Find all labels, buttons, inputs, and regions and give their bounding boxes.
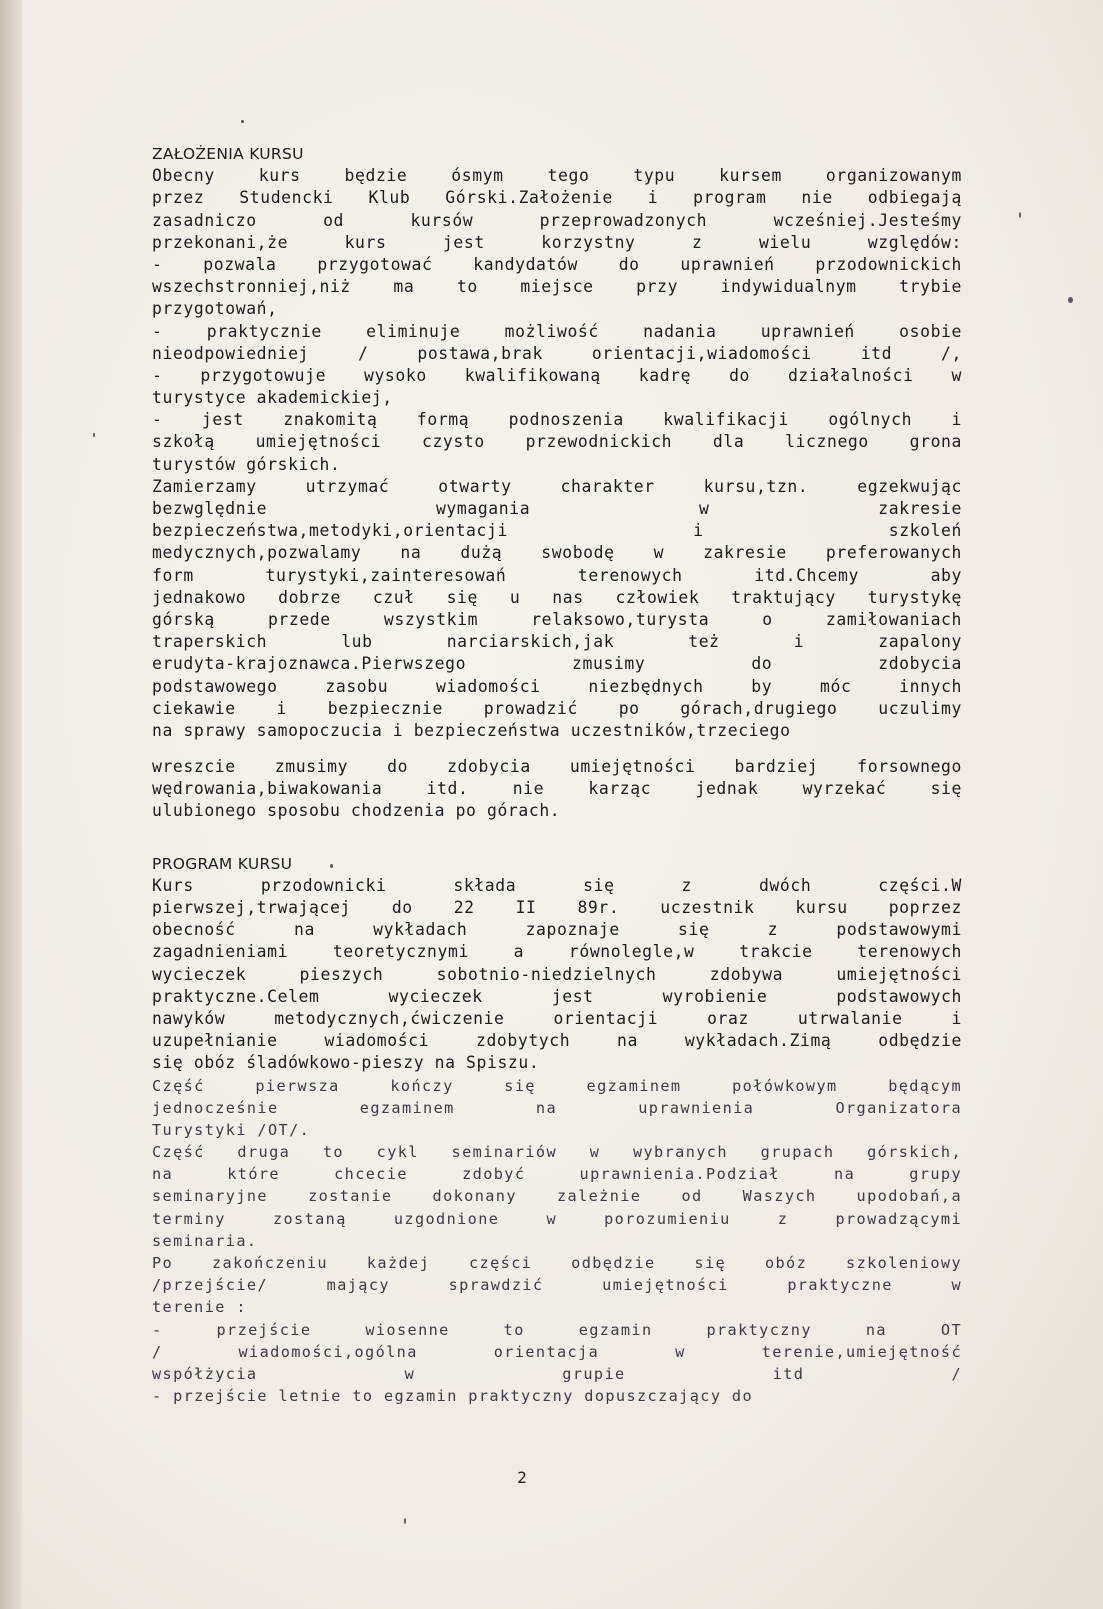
text-line: Zamierzamy utrzymać otwarty charakter kursu,tzn. egzekwując (152, 476, 962, 496)
ink-speck (93, 433, 95, 437)
text-line: pierwszej,trwającej do 22 II 89r. uczestnik kursu poprzez (152, 898, 962, 917)
text-line: ulubionego sposobu chodzenia po górach. (152, 801, 561, 821)
text-line: bezwględnie wymagania w zakresie (152, 499, 962, 518)
text-line: Turystyki /OT/. (152, 1120, 311, 1139)
text-line: Część pierwsza kończy się egzaminem połówkowym będącym (152, 1076, 962, 1095)
text-line: nawyków metodycznych,ćwiczenie orientacji oraz utrwalanie i (152, 1008, 962, 1028)
text-line: - przygotowuje wysoko kwalifikowaną kadrę do działalności w (152, 365, 962, 385)
text-line: Obecny kurs będzie ósmym tego typu kursem organizowanym (152, 166, 962, 186)
text-line: traperskich lub narciarskich,jak też i zapalony (152, 632, 962, 652)
text-line: nieodpowiedniej / postawa,brak orientacji,wiadomości itd /, (152, 343, 962, 363)
ink-speck (1068, 297, 1073, 303)
text-line: Po zakończeniu każdej części odbędzie się obóz szkoleniowy (152, 1254, 962, 1272)
text-line: - pozwala przygotować kandydatów do uprawnień przodownickich (152, 254, 962, 274)
text-line: wędrowania,biwakowania itd. nie karząc jednak wyrzekać się (152, 779, 962, 799)
text-line: wycieczek pieszych sobotnio-niedzielnych zdobywa umiejętności (152, 964, 962, 984)
text-line: ciekawie i bezpiecznie prowadzić po górach,drugiego uczulimy (152, 698, 962, 718)
text-line: seminaryjne zostanie dokonany zależnie od Waszych upodobań,a (152, 1187, 962, 1206)
text-line: bezpieczeństwa,metodyki,orientacji i szkoleń (152, 521, 962, 541)
text-line: - przejście wiosenne to egzamin praktyczny na OT (152, 1320, 962, 1339)
text-line: podstawowego zasobu wiadomości niezbędnych by móc innych (152, 676, 962, 696)
text-line: przekonani,że kurs jest korzystny z wielu względów: (152, 232, 962, 252)
text-line: - jest znakomitą formą podnoszenia kwalifikacji ogólnych i (152, 410, 962, 430)
section-zalozenia-text-cont (152, 756, 962, 823)
text-line: wszechstronniej,niż ma to miejsce przy indywidualnym trybie (152, 277, 962, 297)
text-line: / wiadomości,ogólna orientacja w terenie,umiejętność (152, 1342, 962, 1361)
text-line: medycznych,pozwalamy na dużą swobodę w zakresie preferowanych (152, 543, 962, 563)
text-line: się obóz śladówkowo-pieszy na Spiszu. (152, 1053, 540, 1073)
text-line: turystyce akademickiej, (152, 388, 393, 408)
ink-speck (1019, 212, 1021, 218)
text-line: górską przede wszystkim relaksowo,turysta o zamiłowaniach (152, 609, 962, 629)
text-line: szkołą umiejętności czysto przewodnickich dla licznego grona (152, 432, 962, 452)
text-line: turystów górskich. (152, 454, 341, 474)
text-line: - praktycznie eliminuje możliwość nadania uprawnień osobie (152, 321, 962, 341)
section-program-text (152, 875, 962, 1408)
text-line: jednakowo dobrze czuł się u nas człowiek traktujący turystykę (152, 587, 962, 607)
text-line: terminy zostaną uzgodnione w porozumieniu z prowadzącymi (152, 1209, 962, 1228)
text-line: zasadniczo od kursów przeprowadzonych wcześniej.Jesteśmy (152, 210, 962, 230)
ink-speck (241, 120, 244, 123)
document-body (152, 143, 962, 1407)
text-line: przez Studencki Klub Górski.Założenie i program nie odbiegają (152, 188, 962, 208)
ink-speck (404, 1518, 406, 1524)
text-line: praktyczne.Celem wycieczek jest wyrobienie podstawowych (152, 986, 962, 1006)
text-line: na sprawy samopoczucia i bezpieczeństwa uczestników,trzeciego (152, 720, 791, 740)
section-heading-zalozenia: ZAŁOŻENIA KURSU (152, 145, 304, 163)
text-line: zagadnieniami teoretycznymi a równolegle,w trakcie terenowych (152, 942, 962, 962)
text-line: - przejście letnie to egzamin praktyczny dopuszczający do (152, 1387, 753, 1406)
text-line: Kurs przodownicki składa się z dwóch części.W (152, 875, 962, 895)
page-edge-shadow (0, 0, 22, 1609)
text-line: obecność na wykładach zapoznaje się z podstawowymi (152, 920, 962, 940)
text-line: Część druga to cykl seminariów w wybranych grupach górskich, (152, 1143, 962, 1162)
text-line: uzupełnianie wiadomości zdobytych na wykładach.Zimą odbędzie (152, 1031, 962, 1051)
text-line: przygotowań, (152, 299, 278, 319)
text-line: wreszcie zmusimy do zdobycia umiejętności bardziej forsownego (152, 757, 962, 777)
text-line: współżycia w grupie itd / (152, 1364, 962, 1383)
text-line: erudyta-krajoznawca.Pierwszego zmusimy do zdobycia (152, 654, 962, 674)
text-line: jednocześnie egzaminem na uprawnienia Organizatora (152, 1098, 962, 1117)
text-line: na które chcecie zdobyć uprawnienia.Podział na grupy (152, 1165, 962, 1184)
text-line: seminaria. (152, 1231, 258, 1250)
section-zalozenia-text (152, 165, 962, 742)
text-line: form turystyki,zainteresowań terenowych itd.Chcemy aby (152, 565, 962, 585)
page-number: 2 (517, 1468, 527, 1487)
text-line: terenie : (152, 1298, 247, 1317)
text-line: /przejście/ mający sprawdzić umiejętności praktyczne w (152, 1276, 962, 1295)
section-heading-program: PROGRAM KURSU (152, 854, 293, 873)
